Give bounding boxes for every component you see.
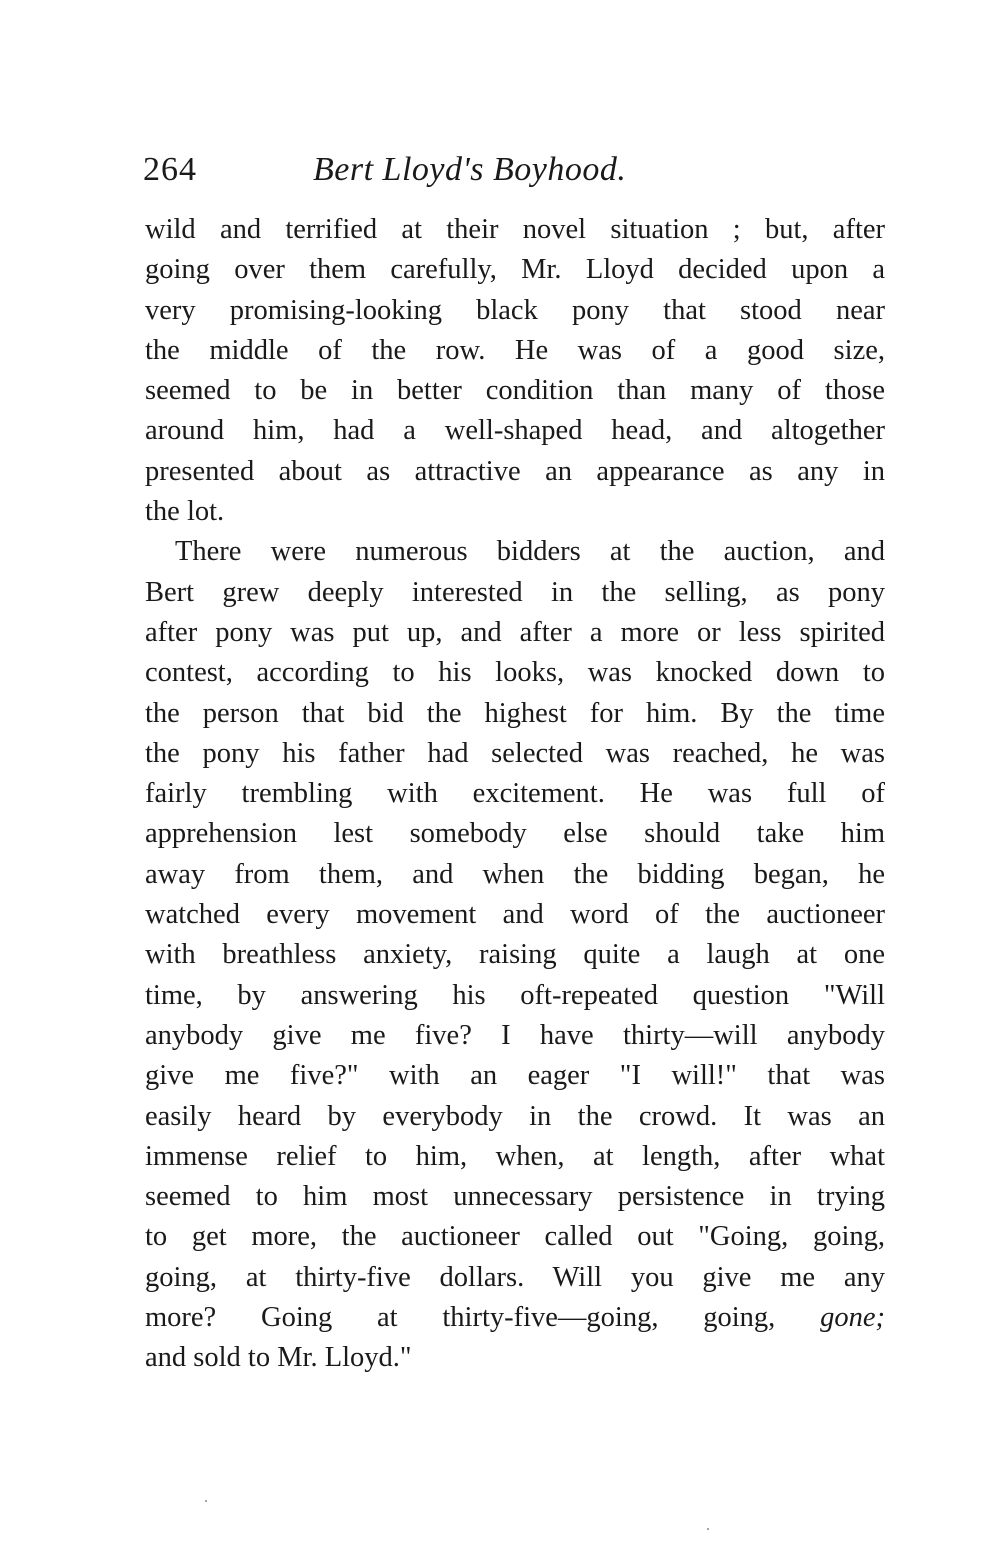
running-title: Bert Lloyd's Boyhood. [313,151,627,188]
text-line: the middle of the row. He was of a good size, [145,334,885,366]
text-line: seemed to him most unnecessary persistence in trying [145,1181,885,1213]
text-line: Bert grew deeply interested in the selling, as pony [145,576,885,608]
text-line: apprehension lest somebody else should take him [145,818,885,850]
text-line: wild and terrified at their novel situation ; but, after [145,214,885,245]
page-number: 264 [143,151,197,188]
italic-gone: gone; [820,1302,885,1334]
text-line: contest, according to his looks, was knocked down to [145,657,885,689]
text-line: watched every movement and word of the auctioneer [145,899,885,931]
text-line: the lot. [145,496,225,528]
text-line: seemed to be in better condition than many of those [145,375,885,407]
text-line: immense relief to him, when, at length, after what [145,1140,885,1172]
text-line: fairly trembling with excitement. He was full of [145,778,885,810]
text-line: the pony his father had selected was reached, he was [145,737,885,769]
text-line: There were numerous bidders at the auction, and [175,536,885,568]
text-line: very promising-looking black pony that stood near [145,294,885,326]
text-line: going, at thirty-five dollars. Will you give me any [145,1261,885,1293]
text-line-gone [145,1298,885,1338]
text-line: give me five?" with an eager "I will!" that was [145,1060,885,1092]
text-line: and sold to Mr. Lloyd." [145,1342,412,1374]
paragraph-2 [145,532,885,1378]
text-line: going over them carefully, Mr. Lloyd decided upon a [145,254,885,286]
text-line: with breathless anxiety, raising quite a laugh at one [145,939,885,971]
running-head [143,145,883,195]
body-text [145,210,885,1379]
text-line: the person that bid the highest for him. By the time [145,697,885,729]
text-line: to get more, the auctioneer called out "Going, going, [145,1221,885,1253]
text-line: anybody give me five? I have thirty—will anybody [145,1019,885,1051]
paper-speck [205,1500,207,1502]
text-line: after pony was put up, and after a more or less spirited [145,616,885,648]
text-line: around him, had a well-shaped head, and altogether [145,415,885,447]
text-line: time, by answering his oft-repeated question "Will [145,979,885,1011]
text-line: away from them, and when the bidding began, he [145,858,885,890]
paper-speck [707,1528,709,1530]
text-line: easily heard by everybody in the crowd. It was an [145,1100,885,1132]
paragraph-1 [145,210,885,532]
text-line: presented about as attractive an appearance as any in [145,455,885,487]
text-line-gone-prefix: more? Going at thirty-five—going, going, [145,1302,821,1334]
